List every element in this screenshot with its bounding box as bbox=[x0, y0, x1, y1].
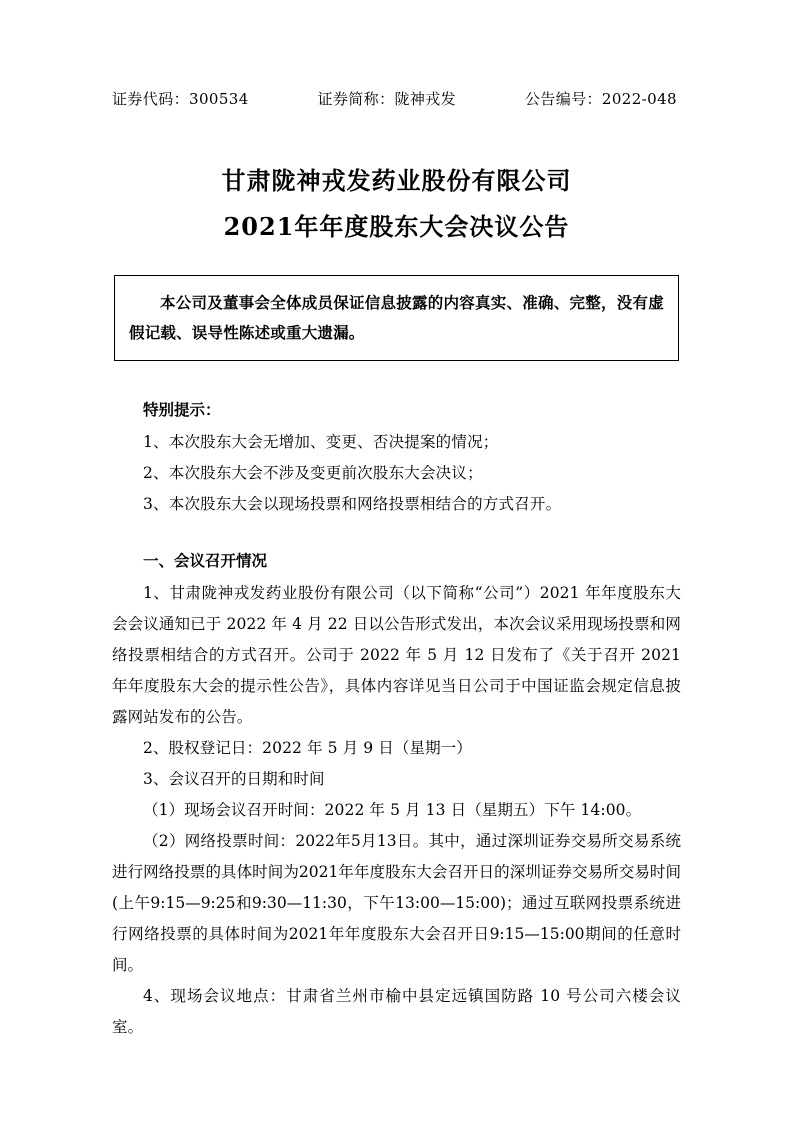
stock-code: 证券代码：300534 bbox=[112, 90, 249, 108]
special-notice-item: 2、本次股东大会不涉及变更前次股东大会决议； bbox=[143, 464, 483, 482]
paragraph: （2）网络投票时间：2022年5月13日。其中，通过深圳证券交易所交易系统进行网络投票的具体时间为2021年年度股东大会召开日的深圳证券交易所交易时间(上午9:15—9:25和9:30—11:30，下午13:00—15:00)；通过互联网投票系统进行网络投票的具体时间为2021年年度股东大会召开日9:15—15:00期间的任意时间。 bbox=[112, 832, 681, 974]
document-header bbox=[112, 88, 681, 109]
special-notice-item: 3、本次股东大会以现场投票和网络投票相结合的方式召开。 bbox=[143, 495, 562, 513]
paragraph: 2、股权登记日：2022 年 5 月 9 日（星期一） bbox=[143, 739, 472, 757]
page-title: 甘肃陇神戎发药业股份有限公司 bbox=[221, 166, 572, 195]
section-heading-meeting-convening: 一、会议召开情况 bbox=[143, 551, 268, 570]
paragraph: （1）现场会议召开时间：2022 年 5 月 13 日（星期五）下午 14:00。 bbox=[143, 801, 642, 819]
stock-name: 证券简称：陇神戎发 bbox=[317, 90, 457, 108]
paragraph: 1、甘肃陇神戎发药业股份有限公司（以下简称“公司”）2021 年年度股东大会会议通知已于 2022 年 4 月 22 日以公告形式发出，本次会议采用现场投票和网络投票相结合的方式召开。公司于 2022 年 5 月 12 日发布了《关于召开 2021 年年度股东大会的提示性公告》，具体内容详见当日公司于中国证监会规定信息披露网站发布的公告。 bbox=[112, 584, 681, 726]
section-one-body bbox=[112, 578, 681, 1043]
paragraph: 4、现场会议地点：甘肃省兰州市榆中县定远镇国防路 10 号公司六楼会议室。 bbox=[112, 987, 681, 1036]
disclosure-statement-text: 本公司及董事会全体成员保证信息披露的内容真实、准确、完整，没有虚假记载、误导性陈述或重大遗漏。 bbox=[129, 293, 664, 342]
paragraph: 3、会议召开的日期和时间 bbox=[143, 770, 325, 788]
special-notice-item: 1、本次股东大会无增加、变更、否决提案的情况； bbox=[143, 433, 499, 451]
special-notice-label: 特别提示： bbox=[143, 400, 221, 419]
special-notice-list bbox=[112, 427, 681, 520]
bulletin-number: 公告编号：2022-048 bbox=[524, 90, 677, 108]
page-subtitle: 2021年年度股东大会决议公告 bbox=[223, 212, 570, 241]
disclosure-statement-box bbox=[114, 275, 679, 361]
